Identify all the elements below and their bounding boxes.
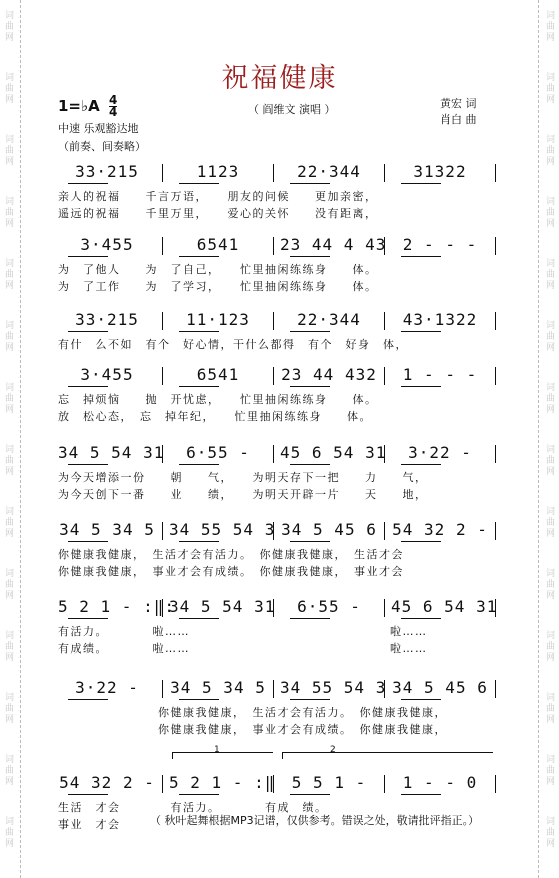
lyrics-verse-2: 放 松心态， 忘 掉年纪， 忙里抽闲练练身 体。 — [58, 410, 372, 423]
melody-line — [58, 235, 511, 255]
beam-underline — [290, 331, 330, 332]
tempo-block — [58, 120, 146, 156]
barline — [273, 164, 274, 182]
beam-underline — [68, 618, 108, 619]
barline — [162, 237, 163, 255]
measure: 34 5 34 5 — [170, 678, 266, 697]
lyrics-verse-1: 生活 才会 有活力。 有成 绩。 — [58, 801, 328, 814]
beam-underline — [68, 386, 108, 387]
barline — [162, 522, 163, 540]
measure: 3·455 — [80, 365, 134, 384]
lyrics-verse-2: 为今天创下一番 业 绩， 为明天开辟一片 天 地， — [58, 488, 428, 501]
melody-line — [58, 443, 511, 463]
volta-1-label: 1 — [214, 745, 220, 755]
beam-underline — [401, 183, 441, 184]
watermark-text: 词曲网 — [544, 754, 554, 787]
barline — [273, 445, 274, 463]
beam-underline — [401, 386, 441, 387]
left-border — [20, 0, 21, 878]
measure: 3·455 — [80, 235, 134, 254]
watermark-text: 词曲网 — [3, 72, 13, 105]
beam-underline — [179, 256, 219, 257]
barline — [384, 775, 385, 793]
measure: 23 44 432 — [281, 365, 377, 384]
right-border — [538, 0, 539, 878]
barline — [162, 367, 163, 385]
measure: 11·123 — [186, 310, 250, 329]
measure: 45 6 54 31 — [280, 443, 387, 462]
beam-underline — [290, 256, 330, 257]
barline — [384, 237, 385, 255]
barline — [273, 367, 274, 385]
measure: 22·344 — [297, 162, 361, 181]
watermark-text: 词曲网 — [3, 506, 13, 539]
beam-underline — [68, 256, 108, 257]
measure: 6541 — [196, 365, 240, 384]
watermark-text: 词曲网 — [544, 196, 554, 229]
beam-underline — [68, 331, 108, 332]
lyrics-verse-2: 你健康我健康， 事业才会有成绩。 你健康我健康， 事业才会 — [58, 565, 404, 578]
lyrics-verse-1: 你健康我健康， 生活才会有活力。 你健康我健康， — [58, 706, 447, 719]
barline — [384, 680, 385, 698]
key-signature: 1=♭A $\frac{4}{4}$ — [58, 93, 118, 119]
watermark-text: 词曲网 — [3, 10, 13, 43]
watermark-text: 词曲网 — [3, 196, 13, 229]
barline — [384, 164, 385, 182]
beam-underline — [68, 699, 108, 700]
barline — [495, 367, 496, 385]
measure: 1123 — [196, 162, 240, 181]
barline — [273, 237, 274, 255]
beam-underline — [179, 541, 219, 542]
barline — [384, 312, 385, 330]
watermark-left — [2, 0, 16, 878]
barline — [162, 775, 163, 793]
barline — [495, 445, 496, 463]
measure: 3·22 - — [75, 678, 139, 697]
tempo-marking: 中速 乐观豁达地 — [58, 122, 139, 135]
watermark-text: 词曲网 — [3, 382, 13, 415]
beam-underline — [290, 541, 330, 542]
beam-underline — [290, 618, 330, 619]
beam-underline — [290, 386, 330, 387]
lyrics-verse-1: 你健康我健康， 生活才会有活力。 你健康我健康， 生活才会 — [58, 548, 404, 561]
beam-underline — [179, 331, 219, 332]
beam-underline — [290, 183, 330, 184]
beam-underline — [179, 464, 219, 465]
measure: 34 55 54 3 — [280, 678, 387, 697]
measure: 3·22 - — [408, 443, 472, 462]
barline — [384, 599, 385, 617]
measure: 54 32 2 - — [59, 773, 155, 792]
lyrics-verse-2: 遥远的祝福 千里万里， 爱心的关怀 没有距离， — [58, 207, 378, 220]
beam-underline — [179, 794, 219, 795]
beam-underline — [68, 464, 108, 465]
beam-underline — [68, 794, 108, 795]
watermark-text: 词曲网 — [3, 630, 13, 663]
barline — [162, 164, 163, 182]
watermark-text: 词曲网 — [544, 506, 554, 539]
lyrics-verse-1: 为今天增添一份 朝 气， 为明天存下一把 力 气， — [58, 471, 428, 484]
measure: 34 55 54 3 — [169, 520, 276, 539]
barline — [162, 599, 163, 617]
lyrics-verse-2: 事业 才会 — [58, 818, 121, 831]
beam-underline — [68, 183, 108, 184]
measure: 5 2 1 - :‖ — [169, 773, 276, 792]
beam-underline — [401, 541, 441, 542]
measure: 1 - - 0 — [402, 773, 478, 792]
measure: 6541 — [196, 235, 240, 254]
measure: 6·55 - — [186, 443, 250, 462]
barline — [495, 775, 496, 793]
measure: 34 5 34 5 — [59, 520, 155, 539]
watermark-text: 词曲网 — [3, 258, 13, 291]
watermark-text: 词曲网 — [3, 320, 13, 353]
song-title: 祝福健康 — [221, 63, 338, 94]
beam-underline — [179, 618, 219, 619]
composer: 肖白 曲 — [440, 113, 477, 126]
measure: 5 5 1 - — [291, 773, 367, 792]
beam-underline — [179, 386, 219, 387]
barline — [162, 445, 163, 463]
watermark-text: 词曲网 — [3, 568, 13, 601]
measure: 31322 — [413, 162, 467, 181]
watermark-text: 词曲网 — [544, 630, 554, 663]
measure: 54 32 2 - — [392, 520, 488, 539]
barline — [162, 312, 163, 330]
volta-2 — [282, 752, 493, 759]
footer-note: （ 秋叶起舞根据MP3记谱，仅供参考。错误之处，敬请批评指正。） — [150, 814, 480, 827]
melody-line — [58, 773, 511, 793]
lyrics-verse-1: 有什 么不如 有个 好心情，干什么都得 有个 好身 体， — [58, 338, 408, 351]
measure: 5 2 1 - :‖: — [58, 597, 175, 616]
melody-line — [58, 678, 511, 698]
volta-2-label: 2 — [330, 745, 336, 755]
barline — [273, 599, 274, 617]
beam-underline — [401, 464, 441, 465]
beam-underline — [68, 541, 108, 542]
watermark-text: 词曲网 — [544, 72, 554, 105]
barline — [273, 312, 274, 330]
measure: 33·215 — [75, 310, 139, 329]
watermark-right — [543, 0, 557, 878]
watermark-text: 词曲网 — [3, 692, 13, 725]
measure: 43·1322 — [402, 310, 478, 329]
watermark-text: 词曲网 — [544, 816, 554, 849]
credits — [440, 96, 477, 128]
barline — [273, 522, 274, 540]
lyrics-verse-1: 亲人的祝福 千言万语， 朋友的问候 更加亲密， — [58, 190, 378, 203]
barline — [384, 445, 385, 463]
beam-underline — [401, 331, 441, 332]
beam-underline — [401, 794, 441, 795]
beam-underline — [290, 699, 330, 700]
melody-line — [58, 520, 511, 540]
beam-underline — [401, 256, 441, 257]
melody-line — [58, 597, 511, 617]
measure: 6·55 - — [297, 597, 361, 616]
barline — [495, 522, 496, 540]
watermark-text: 词曲网 — [3, 816, 13, 849]
melody-line — [58, 162, 511, 182]
melody-line — [58, 365, 511, 385]
performer: （ 阎维文 演唱 ） — [248, 103, 336, 116]
time-signature: $\frac{4}{4}$ — [108, 93, 118, 119]
melody-line — [58, 310, 511, 330]
beam-underline — [290, 464, 330, 465]
beam-underline — [401, 699, 441, 700]
watermark-text: 词曲网 — [3, 754, 13, 787]
barline — [384, 367, 385, 385]
watermark-text: 词曲网 — [3, 444, 13, 477]
measure: 23 44 4 43 — [280, 235, 387, 254]
beam-underline — [290, 794, 330, 795]
beam-underline — [179, 183, 219, 184]
lyrics-verse-1: 有活力。 啦…… 啦…… — [58, 625, 428, 638]
watermark-text: 词曲网 — [544, 382, 554, 415]
barline — [495, 312, 496, 330]
measure: 34 5 54 31 — [58, 443, 165, 462]
measure: 22·344 — [297, 310, 361, 329]
measure: 45 6 54 31 — [391, 597, 498, 616]
barline — [273, 775, 274, 793]
barline — [495, 237, 496, 255]
watermark-text: 词曲网 — [544, 10, 554, 43]
watermark-text: 词曲网 — [544, 568, 554, 601]
lyrics-verse-1: 为 了他人 为 了自己， 忙里抽闲练练身 体。 — [58, 263, 378, 276]
beam-underline — [401, 618, 441, 619]
volta-1 — [172, 752, 273, 759]
measure: 1 - - - — [402, 365, 478, 384]
watermark-text: 词曲网 — [3, 134, 13, 167]
watermark-text: 词曲网 — [544, 258, 554, 291]
lyrics-verse-1: 忘 掉烦恼 抛 开忧虑， 忙里抽闲练练身 体。 — [58, 393, 378, 406]
lyrics-verse-2: 你健康我健康， 事业才会有成绩。 你健康我健康， — [58, 723, 447, 736]
measure: 34 5 54 31 — [169, 597, 276, 616]
lyrics-verse-2: 为 了工作 为 了学习， 忙里抽闲练练身 体。 — [58, 280, 378, 293]
barline — [495, 164, 496, 182]
barline — [495, 599, 496, 617]
watermark-text: 词曲网 — [544, 444, 554, 477]
measure: 2 - - - — [402, 235, 478, 254]
watermark-text: 词曲网 — [544, 692, 554, 725]
measure: 33·215 — [75, 162, 139, 181]
intro-note: （前奏、间奏略） — [58, 140, 146, 153]
barline — [495, 680, 496, 698]
lyrics-verse-2: 有成绩。 啦…… 啦…… — [58, 642, 428, 655]
beam-underline — [179, 699, 219, 700]
barline — [273, 680, 274, 698]
watermark-text: 词曲网 — [544, 320, 554, 353]
measure: 34 5 45 6 — [392, 678, 488, 697]
lyricist: 黄宏 词 — [440, 97, 477, 110]
barline — [162, 680, 163, 698]
barline — [384, 522, 385, 540]
watermark-text: 词曲网 — [544, 134, 554, 167]
measure: 34 5 45 6 — [281, 520, 377, 539]
